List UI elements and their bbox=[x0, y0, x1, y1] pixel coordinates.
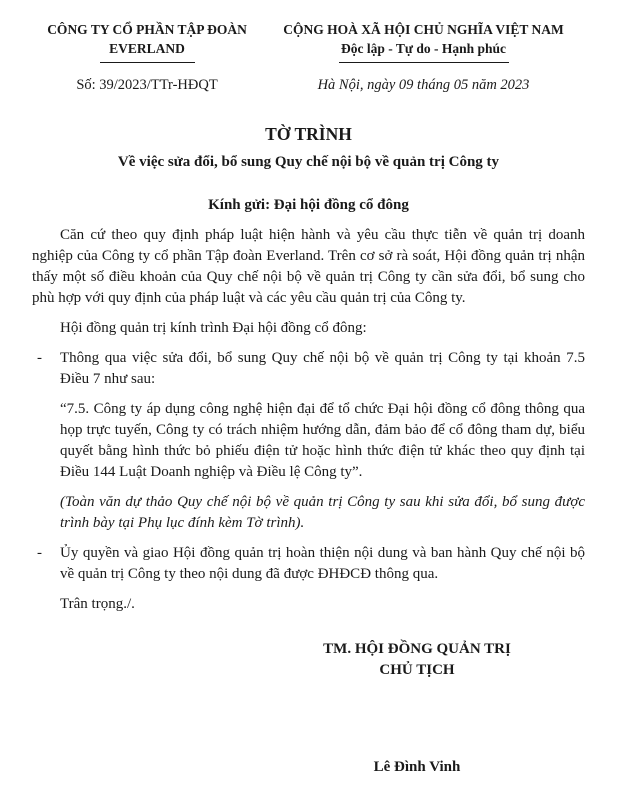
list-item-1 bbox=[32, 348, 585, 390]
header-rule-left bbox=[100, 62, 195, 63]
header-rule-right bbox=[339, 62, 509, 63]
signature-title: CHỦ TỊCH bbox=[379, 662, 455, 678]
appendix-note: (Toàn văn dự thảo Quy chế nội bộ về quản trị Công ty sau khi sửa đổi, bổ sung được trình bày tại Phụ lục đính kèm Tờ trình). bbox=[60, 494, 585, 531]
signature-block bbox=[287, 639, 547, 778]
list-item-2-marker: - bbox=[37, 545, 42, 561]
signature-authority: TM. HỘI ĐỒNG QUẢN TRỊ bbox=[323, 641, 511, 657]
national-header bbox=[262, 20, 585, 63]
salutation: Kính gửi: Đại hội đồng cổ đông bbox=[208, 197, 409, 213]
quoted-clause: “7.5. Công ty áp dụng công nghệ hiện đại để tổ chức Đại hội đồng cổ đông thông qua họp trực tuyến, Công ty có trách nhiệm hướng dẫn, đảm bảo để cổ đông tham dự, biểu quyết bằng hình thức bỏ phiếu điện tử hoặc hình thức điện tử khác theo quy định tại Điều 144 Luật Doanh nghiệp và Điều lệ Công ty”. bbox=[60, 401, 585, 480]
list-item-2 bbox=[32, 543, 585, 585]
document-number: Số: 39/2023/TTr-HĐQT bbox=[76, 77, 218, 93]
national-motto-line2: Độc lập - Tự do - Hạnh phúc bbox=[340, 41, 507, 56]
company-header bbox=[32, 20, 262, 63]
document-title: TỜ TRÌNH bbox=[265, 124, 352, 144]
list-item-2-text: Ủy quyền và giao Hội đồng quản trị hoàn thiện nội dung và ban hành Quy chế nội bộ về quản trị Công ty theo nội dung đã được ĐHĐCĐ thông qua. bbox=[60, 545, 585, 582]
company-name-line1: CÔNG TY CỔ PHẦN TẬP ĐOÀN bbox=[47, 22, 247, 37]
document-subheader bbox=[32, 77, 585, 94]
signature-space bbox=[287, 681, 547, 757]
paragraph-preamble: Căn cứ theo quy định pháp luật hiện hành và yêu cầu thực tiễn về quản trị doanh nghiệp của Công ty cổ phần Tập đoàn Everland. Trên cơ sở rà soát, Hội đồng quản trị nhận thấy một số điều khoản của Quy chế nội bộ về quản trị Công ty cần sửa đổi, bổ sung cho phù hợp với quy định của pháp luật và các yêu cầu quản trị của Công ty. bbox=[32, 227, 585, 306]
document-header bbox=[32, 20, 585, 63]
place-and-date: Hà Nội, ngày 09 tháng 05 năm 2023 bbox=[317, 77, 530, 93]
signer-name: Lê Đình Vinh bbox=[373, 759, 461, 775]
list-item-1-text: Thông qua việc sửa đổi, bổ sung Quy chế nội bộ về quản trị Công ty tại khoản 7.5 Điều 7 như sau: bbox=[60, 350, 585, 387]
company-name-line2: EVERLAND bbox=[109, 41, 185, 56]
paragraph-submission: Hội đồng quản trị kính trình Đại hội đồng cổ đông: bbox=[60, 320, 367, 336]
national-motto-line1: CỘNG HOÀ XÃ HỘI CHỦ NGHĨA VIỆT NAM bbox=[283, 22, 564, 37]
closing-line: Trân trọng./. bbox=[60, 596, 135, 612]
list-item-1-marker: - bbox=[37, 350, 42, 366]
document-subtitle: Về việc sửa đổi, bổ sung Quy chế nội bộ về quản trị Công ty bbox=[117, 154, 500, 170]
